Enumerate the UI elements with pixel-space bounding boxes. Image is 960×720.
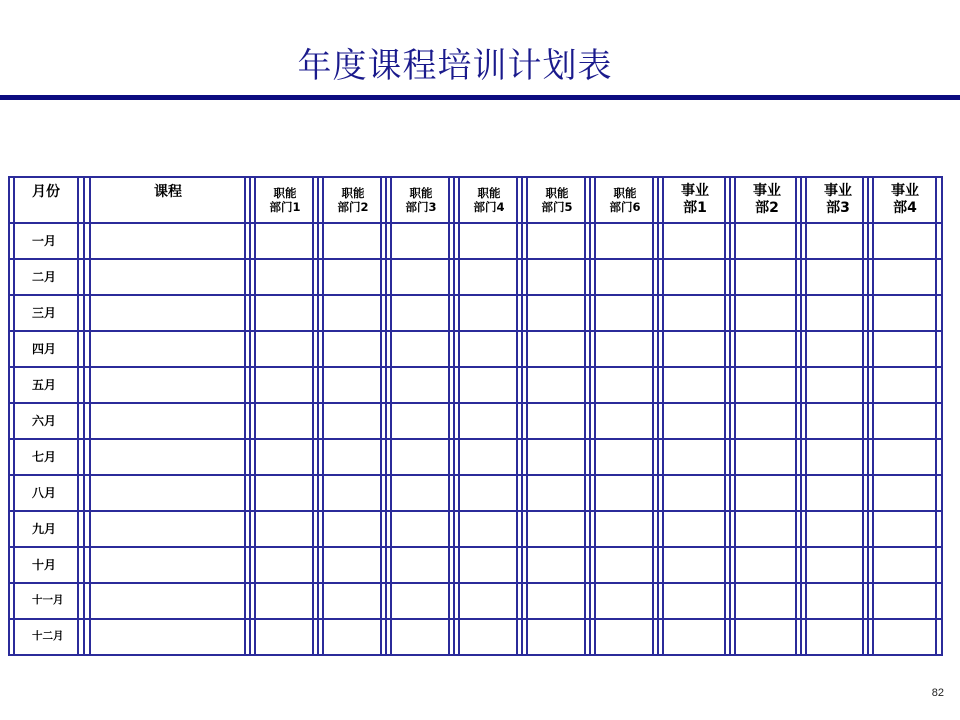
plan-cell[interactable] xyxy=(874,368,935,402)
month-label: 八月 xyxy=(32,485,57,500)
plan-cell[interactable] xyxy=(528,296,584,330)
month-label: 十月 xyxy=(32,557,57,572)
header-func-dept-3: 职能 部门3 xyxy=(405,185,437,214)
plan-cell[interactable] xyxy=(664,440,724,474)
plan-cell[interactable] xyxy=(392,260,448,294)
plan-cell[interactable] xyxy=(736,512,795,546)
plan-cell[interactable] xyxy=(807,584,862,618)
plan-cell[interactable] xyxy=(528,476,584,510)
grid-line xyxy=(8,654,943,656)
course-cell[interactable] xyxy=(91,332,244,366)
plan-cell[interactable] xyxy=(392,224,448,258)
plan-cell[interactable] xyxy=(528,440,584,474)
plan-cell[interactable] xyxy=(596,404,652,438)
month-label: 四月 xyxy=(32,341,57,356)
plan-cell[interactable] xyxy=(807,476,862,510)
plan-cell[interactable] xyxy=(256,224,312,258)
training-plan-table xyxy=(8,176,943,656)
plan-cell[interactable] xyxy=(528,260,584,294)
plan-cell[interactable] xyxy=(392,440,448,474)
header-course: 课程 xyxy=(154,184,182,201)
grid-line xyxy=(448,176,450,656)
grid-line xyxy=(652,176,654,656)
plan-cell[interactable] xyxy=(324,476,382,510)
grid-line xyxy=(249,176,251,656)
plan-cell[interactable] xyxy=(392,332,448,366)
plan-cell[interactable] xyxy=(664,584,724,618)
grid-line xyxy=(657,176,659,656)
month-label: 九月 xyxy=(32,521,57,536)
plan-cell[interactable] xyxy=(736,404,795,438)
plan-cell[interactable] xyxy=(392,548,448,582)
plan-cell[interactable] xyxy=(324,620,382,654)
plan-cell[interactable] xyxy=(460,368,516,402)
header-division-1: 事业 部1 xyxy=(681,182,709,216)
plan-cell[interactable] xyxy=(596,620,652,654)
plan-cell[interactable] xyxy=(874,620,935,654)
plan-cell[interactable] xyxy=(528,584,584,618)
plan-cell[interactable] xyxy=(736,620,795,654)
plan-cell[interactable] xyxy=(664,548,724,582)
header-month: 月份 xyxy=(32,184,60,201)
header-func-dept-2: 职能 部门2 xyxy=(337,185,369,214)
page-title: 年度课程培训计划表 xyxy=(297,46,613,86)
plan-cell[interactable] xyxy=(392,404,448,438)
plan-cell[interactable] xyxy=(256,440,312,474)
plan-cell[interactable] xyxy=(596,368,652,402)
plan-cell[interactable] xyxy=(874,296,935,330)
grid-line xyxy=(589,176,591,656)
plan-cell[interactable] xyxy=(874,332,935,366)
plan-cell[interactable] xyxy=(528,332,584,366)
course-cell[interactable] xyxy=(91,476,244,510)
plan-cell[interactable] xyxy=(664,260,724,294)
plan-cell[interactable] xyxy=(528,548,584,582)
month-label: 七月 xyxy=(32,449,57,464)
grid-line xyxy=(312,176,314,656)
plan-cell[interactable] xyxy=(807,332,862,366)
grid-line xyxy=(244,176,246,656)
grid-line xyxy=(516,176,518,656)
plan-cell[interactable] xyxy=(324,296,382,330)
plan-cell[interactable] xyxy=(392,296,448,330)
plan-cell[interactable] xyxy=(664,512,724,546)
plan-cell[interactable] xyxy=(664,476,724,510)
plan-cell[interactable] xyxy=(736,548,795,582)
plan-cell[interactable] xyxy=(528,404,584,438)
plan-cell[interactable] xyxy=(596,440,652,474)
plan-cell[interactable] xyxy=(392,368,448,402)
grid-line xyxy=(83,176,85,656)
plan-cell[interactable] xyxy=(874,440,935,474)
grid-line xyxy=(935,176,937,656)
plan-cell[interactable] xyxy=(256,548,312,582)
month-label: 三月 xyxy=(32,305,57,320)
plan-cell[interactable] xyxy=(324,260,382,294)
plan-cell[interactable] xyxy=(324,332,382,366)
plan-cell[interactable] xyxy=(596,332,652,366)
title-divider xyxy=(0,95,960,100)
grid-line xyxy=(862,176,864,656)
header-func-dept-4: 职能 部门4 xyxy=(473,185,505,214)
grid-line xyxy=(795,176,797,656)
plan-cell[interactable] xyxy=(736,296,795,330)
course-cell[interactable] xyxy=(91,260,244,294)
plan-cell[interactable] xyxy=(596,584,652,618)
plan-cell[interactable] xyxy=(664,296,724,330)
plan-cell[interactable] xyxy=(460,584,516,618)
plan-cell[interactable] xyxy=(324,548,382,582)
plan-cell[interactable] xyxy=(460,512,516,546)
plan-cell[interactable] xyxy=(528,368,584,402)
grid-line xyxy=(317,176,319,656)
plan-cell[interactable] xyxy=(874,260,935,294)
plan-cell[interactable] xyxy=(874,476,935,510)
plan-cell[interactable] xyxy=(807,512,862,546)
header-division-2: 事业 部2 xyxy=(753,182,781,216)
plan-cell[interactable] xyxy=(256,584,312,618)
header-division-3: 事业 部3 xyxy=(824,182,852,216)
plan-cell[interactable] xyxy=(460,296,516,330)
course-cell[interactable] xyxy=(91,512,244,546)
page-number: 82 xyxy=(931,687,944,699)
plan-cell[interactable] xyxy=(392,584,448,618)
grid-line xyxy=(77,176,79,656)
plan-cell[interactable] xyxy=(874,584,935,618)
plan-cell[interactable] xyxy=(874,512,935,546)
plan-cell[interactable] xyxy=(324,368,382,402)
plan-cell[interactable] xyxy=(460,224,516,258)
plan-cell[interactable] xyxy=(664,620,724,654)
course-cell[interactable] xyxy=(91,548,244,582)
header-func-dept-5: 职能 部门5 xyxy=(541,185,573,214)
plan-cell[interactable] xyxy=(596,512,652,546)
course-cell[interactable] xyxy=(91,440,244,474)
course-cell[interactable] xyxy=(91,368,244,402)
plan-cell[interactable] xyxy=(874,548,935,582)
plan-cell[interactable] xyxy=(807,548,862,582)
plan-cell[interactable] xyxy=(256,476,312,510)
plan-cell[interactable] xyxy=(664,224,724,258)
plan-cell[interactable] xyxy=(256,296,312,330)
plan-cell[interactable] xyxy=(736,224,795,258)
plan-cell[interactable] xyxy=(807,224,862,258)
plan-cell[interactable] xyxy=(736,476,795,510)
plan-cell[interactable] xyxy=(736,368,795,402)
grid-line xyxy=(800,176,802,656)
plan-cell[interactable] xyxy=(736,440,795,474)
plan-cell[interactable] xyxy=(596,476,652,510)
plan-cell[interactable] xyxy=(664,404,724,438)
plan-cell[interactable] xyxy=(324,440,382,474)
plan-cell[interactable] xyxy=(807,260,862,294)
plan-cell[interactable] xyxy=(664,332,724,366)
month-label: 二月 xyxy=(32,269,57,284)
plan-cell[interactable] xyxy=(807,620,862,654)
month-label: 十一月 xyxy=(32,594,64,607)
header-func-dept-1: 职能 部门1 xyxy=(269,185,301,214)
plan-cell[interactable] xyxy=(256,620,312,654)
plan-cell[interactable] xyxy=(528,224,584,258)
plan-cell[interactable] xyxy=(256,260,312,294)
plan-cell[interactable] xyxy=(392,512,448,546)
plan-cell[interactable] xyxy=(324,512,382,546)
plan-cell[interactable] xyxy=(460,260,516,294)
plan-cell[interactable] xyxy=(874,404,935,438)
grid-line xyxy=(729,176,731,656)
month-label: 五月 xyxy=(32,377,57,392)
plan-cell[interactable] xyxy=(596,224,652,258)
plan-cell[interactable] xyxy=(596,296,652,330)
plan-cell[interactable] xyxy=(324,584,382,618)
plan-cell[interactable] xyxy=(736,584,795,618)
month-label: 一月 xyxy=(32,233,57,248)
plan-cell[interactable] xyxy=(807,368,862,402)
plan-cell[interactable] xyxy=(736,332,795,366)
plan-cell[interactable] xyxy=(596,260,652,294)
plan-cell[interactable] xyxy=(460,332,516,366)
plan-cell[interactable] xyxy=(460,476,516,510)
plan-cell[interactable] xyxy=(324,404,382,438)
course-cell[interactable] xyxy=(91,584,244,618)
header-division-4: 事业 部4 xyxy=(891,182,919,216)
course-cell[interactable] xyxy=(91,224,244,258)
grid-line xyxy=(453,176,455,656)
grid-line xyxy=(724,176,726,656)
plan-cell[interactable] xyxy=(736,260,795,294)
course-cell[interactable] xyxy=(91,620,244,654)
plan-cell[interactable] xyxy=(460,548,516,582)
month-label: 六月 xyxy=(32,413,57,428)
plan-cell[interactable] xyxy=(460,404,516,438)
grid-line xyxy=(584,176,586,656)
plan-cell[interactable] xyxy=(460,620,516,654)
plan-cell[interactable] xyxy=(807,404,862,438)
plan-cell[interactable] xyxy=(874,224,935,258)
plan-cell[interactable] xyxy=(460,440,516,474)
plan-cell[interactable] xyxy=(664,368,724,402)
plan-cell[interactable] xyxy=(596,548,652,582)
plan-cell[interactable] xyxy=(256,404,312,438)
grid-line xyxy=(8,176,943,178)
header-func-dept-6: 职能 部门6 xyxy=(609,185,641,214)
plan-cell[interactable] xyxy=(807,296,862,330)
grid-line xyxy=(385,176,387,656)
grid-line xyxy=(867,176,869,656)
plan-cell[interactable] xyxy=(392,476,448,510)
plan-cell[interactable] xyxy=(256,512,312,546)
course-cell[interactable] xyxy=(91,296,244,330)
plan-cell[interactable] xyxy=(392,620,448,654)
grid-line xyxy=(521,176,523,656)
grid-line xyxy=(941,176,943,656)
course-cell[interactable] xyxy=(91,404,244,438)
plan-cell[interactable] xyxy=(256,332,312,366)
plan-cell[interactable] xyxy=(807,440,862,474)
plan-cell[interactable] xyxy=(528,620,584,654)
month-label: 十二月 xyxy=(32,630,64,643)
plan-cell[interactable] xyxy=(528,512,584,546)
plan-cell[interactable] xyxy=(256,368,312,402)
grid-line xyxy=(8,176,10,656)
plan-cell[interactable] xyxy=(324,224,382,258)
